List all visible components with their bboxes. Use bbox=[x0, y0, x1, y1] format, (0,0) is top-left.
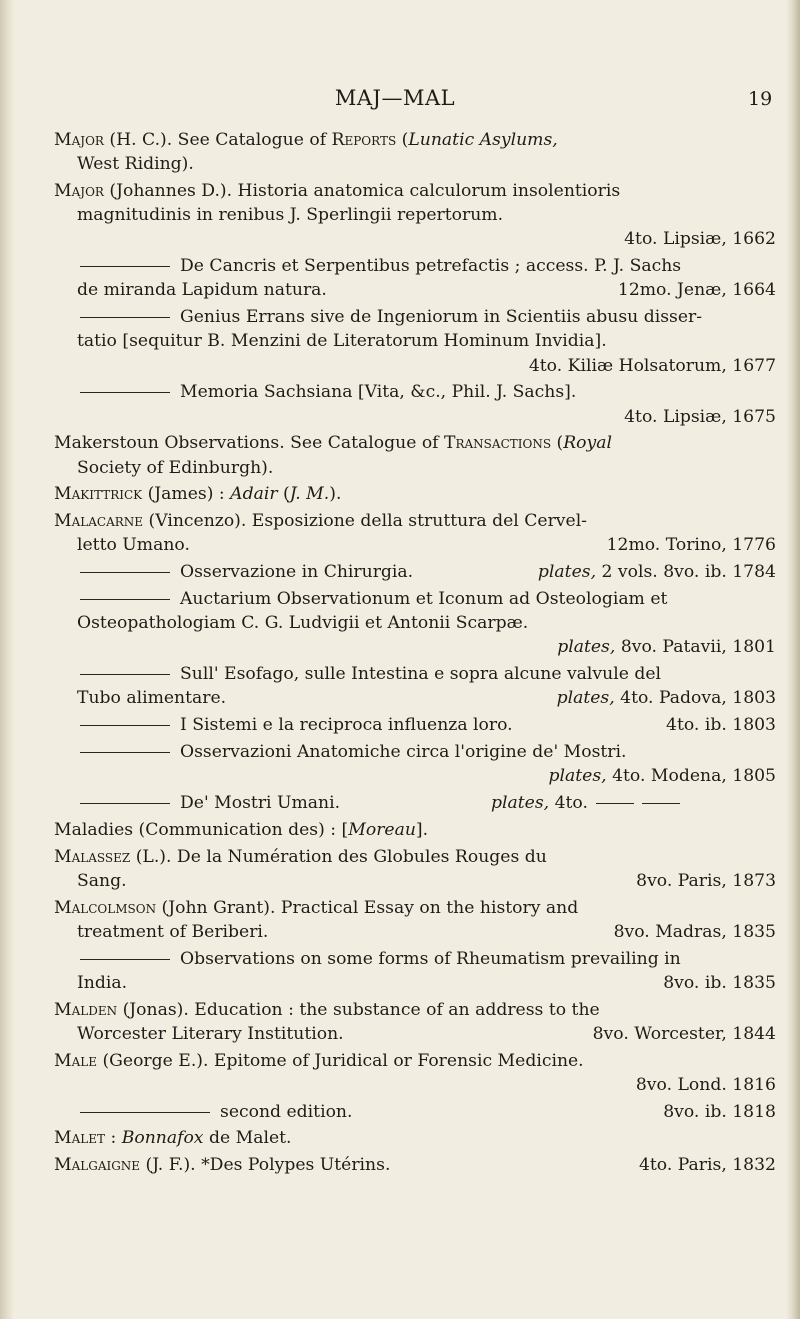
imprint: 4to. Paris, 1832 bbox=[638, 1155, 776, 1176]
catalogue-entry: Genius Errans sive de Ingeniorum in Scientiis abusu disser- tatio [sequitur B. Menzini de Literatorum Hominum Invidia]. 4to. Kiliæ Holsatorum, 1677 bbox=[54, 305, 778, 378]
catalogue-entry: Auctarium Observationum et Iconum ad Osteologiam et Osteopathologiam C. G. Ludvigii et Antonii Scarpæ. plates, 8vo. Patavii, 1801 bbox=[77, 589, 776, 658]
cross-reference: Reports bbox=[331, 130, 397, 150]
imprint: 8vo. Madras, 1835 bbox=[613, 921, 776, 942]
entry-heading: Makittrick bbox=[54, 484, 143, 505]
ditto-rule bbox=[80, 674, 170, 675]
page-edge-right bbox=[786, 0, 800, 1319]
imprint: 4to. Lipsiæ, 1675 bbox=[624, 406, 776, 427]
catalogue-entry: Sull' Esofago, sulle Intestina e sopra alcune valvule del Tubo alimentare. plates, 4to. Padova, 1803 bbox=[77, 664, 776, 709]
cross-reference: Transactions bbox=[444, 433, 552, 454]
entry-heading: Malgaigne bbox=[54, 1155, 141, 1176]
entry-heading: Male bbox=[54, 1050, 97, 1071]
entry-heading: Malet bbox=[54, 1128, 105, 1149]
catalogue-entry: Major (Johannes D.). Historia anatomica calculorum insolentioris magnitudinis in renibus J. Sperlingii repertorum. 4to. Lipsiæ, 1662 bbox=[54, 179, 778, 252]
catalogue-entry: Major (H. C.). See Catalogue of Reports (Lunatic Asylums, West Riding). bbox=[54, 130, 558, 175]
ditto-rule bbox=[80, 752, 170, 753]
catalogue-entry: Malcolmson (John Grant). Practical Essay on the history and treatment of Beriberi. 8vo. Madras, 1835 bbox=[54, 896, 778, 944]
catalogue-entry: Makittrick (James) : Adair (J. M.). bbox=[54, 484, 342, 505]
imprint: 4to. ib. 1803 bbox=[666, 715, 776, 736]
page-edge-left bbox=[0, 0, 14, 1319]
ditto-rule bbox=[596, 803, 634, 804]
imprint: 12mo. Torino, 1776 bbox=[606, 535, 776, 556]
catalogue-entry: Male (George E.). Epitome of Juridical or Forensic Medicine. 8vo. Lond. 1816 bbox=[54, 1049, 778, 1097]
entry-heading: Major bbox=[54, 130, 104, 150]
ditto-rule bbox=[80, 266, 170, 267]
ditto-rule bbox=[80, 317, 170, 318]
catalogue-entry: Makerstoun Observations. See Catalogue of Transactions (Royal Society of Edinburgh). bbox=[54, 433, 612, 478]
catalogue-entry: Malden (Jonas). Education : the substance of an address to the Worcester Literary Institution. 8vo. Worcester, 1844 bbox=[54, 998, 778, 1046]
catalogue-entry: second edition. 8vo. ib. 1818 bbox=[54, 1100, 778, 1124]
entry-heading: Malassez bbox=[54, 846, 131, 867]
imprint: 4to. Lipsiæ, 1662 bbox=[624, 229, 776, 250]
imprint: 4to. bbox=[554, 793, 588, 813]
page-number: 19 bbox=[748, 88, 773, 110]
imprint: 8vo. Patavii, 1801 bbox=[620, 637, 776, 658]
ditto-rule bbox=[80, 959, 170, 960]
catalogue-entry: De Cancris et Serpentibus petrefactis ; access. P. J. Sachs de miranda Lapidum natura. 12mo. Jenæ, 1664 bbox=[54, 254, 778, 302]
catalogue-entry: Memoria Sachsiana [Vita, &c., Phil. J. Sachs]. 4to. Lipsiæ, 1675 bbox=[54, 380, 778, 428]
imprint: 8vo. Worcester, 1844 bbox=[592, 1023, 776, 1044]
ditto-rule bbox=[80, 725, 170, 726]
ditto-rule bbox=[80, 599, 170, 600]
ditto-rule bbox=[80, 803, 170, 804]
catalogue-entry: De' Mostri Umani. plates, 4to. bbox=[54, 791, 778, 815]
entry-heading: Malden bbox=[54, 999, 118, 1020]
ditto-rule bbox=[80, 392, 170, 393]
imprint: 8vo. ib. 1835 bbox=[663, 972, 776, 993]
catalogue-entry: Malassez (L.). De la Numération des Globules Rouges du Sang. 8vo. Paris, 1873 bbox=[54, 845, 778, 893]
ditto-rule bbox=[80, 572, 170, 573]
catalogue-entries bbox=[54, 128, 778, 1180]
catalogue-entry: Malet : Bonnafox de Malet. bbox=[54, 1128, 292, 1149]
ditto-rule bbox=[642, 803, 680, 804]
entry-heading: Malcolmson bbox=[54, 897, 157, 918]
ditto-rule bbox=[80, 1112, 210, 1113]
imprint: 12mo. Jenæ, 1664 bbox=[617, 280, 776, 301]
imprint: 8vo. Paris, 1873 bbox=[636, 870, 776, 891]
catalogue-entry: Observations on some forms of Rheumatism prevailing in India. 8vo. ib. 1835 bbox=[54, 947, 778, 995]
imprint: 2 vols. 8vo. ib. 1784 bbox=[601, 562, 776, 583]
catalogue-entry: I Sistemi e la reciproca influenza loro. 4to. ib. 1803 bbox=[54, 713, 778, 737]
entry-heading: Malacarne bbox=[54, 511, 144, 532]
running-head: MAJ—MAL bbox=[334, 86, 456, 110]
catalogue-entry: Osservazione in Chirurgia. plates, 2 vols. 8vo. ib. 1784 bbox=[54, 560, 778, 584]
imprint: 8vo. ib. 1818 bbox=[663, 1101, 776, 1122]
catalogue-entry: Malacarne (Vincenzo). Esposizione della struttura del Cervel- letto Umano. 12mo. Torino, 1776 bbox=[54, 509, 778, 557]
catalogue-entry: Osservazioni Anatomiche circa l'origine de' Mostri. plates, 4to. Modena, 1805 bbox=[54, 740, 778, 788]
imprint: 8vo. Lond. 1816 bbox=[635, 1074, 776, 1095]
imprint: 4to. Padova, 1803 bbox=[620, 688, 776, 709]
catalogue-entry: Malgaigne (J. F.). *Des Polypes Utérins. 4to. Paris, 1832 bbox=[54, 1153, 778, 1177]
entry-heading: Major bbox=[54, 181, 104, 201]
catalogue-entry: Maladies (Communication des) : [Moreau]. bbox=[54, 819, 429, 840]
imprint: 4to. Modena, 1805 bbox=[612, 766, 776, 787]
imprint: 4to. Kiliæ Holsatorum, 1677 bbox=[528, 355, 776, 376]
